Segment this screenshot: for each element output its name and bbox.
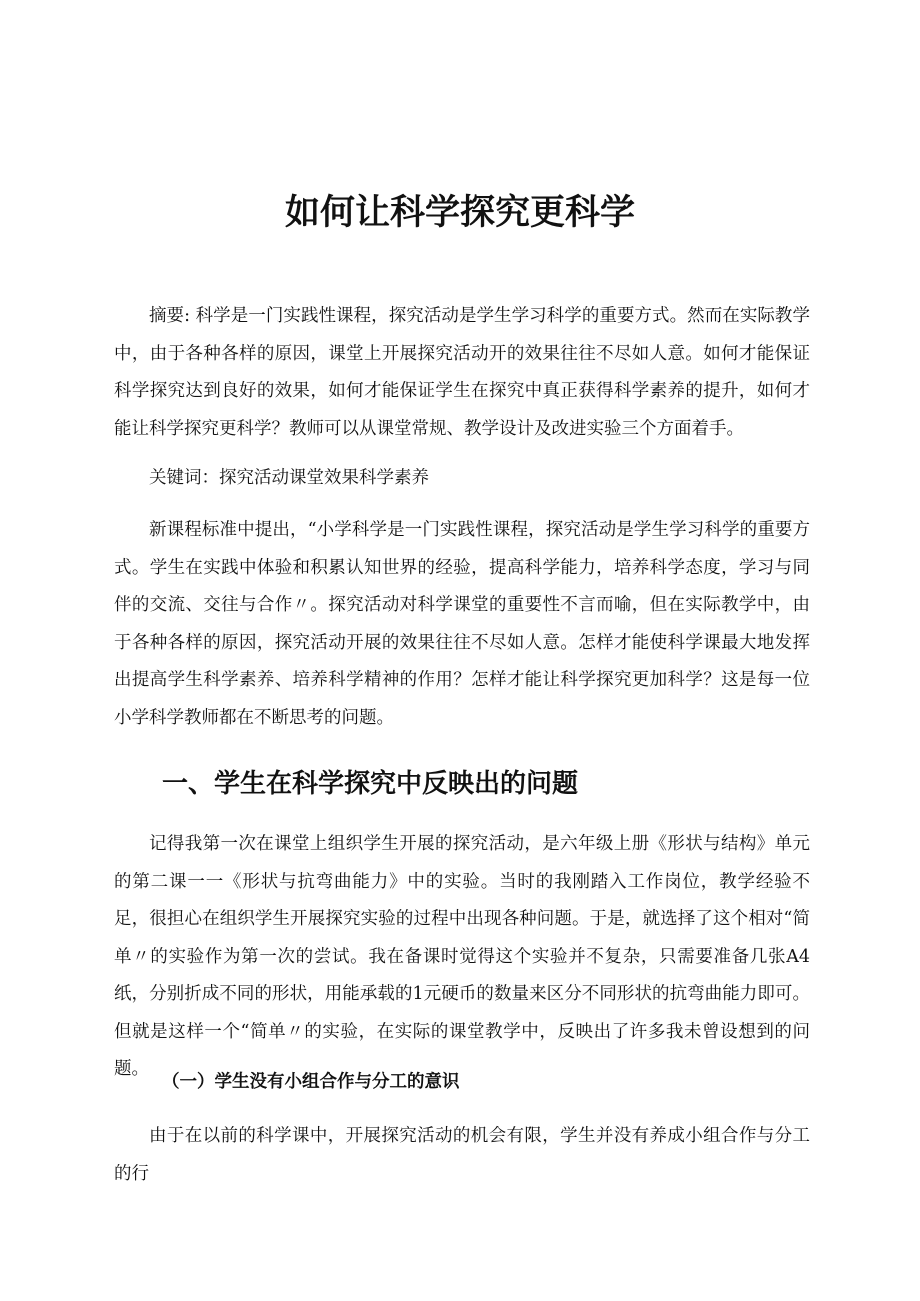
- abstract-paragraph: 摘要: 科学是一门实践性课程，探究活动是学生学习科学的重要方式。然而在实际教学中，由于各种各样的原因，课堂上开展探究活动开的效果往往不尽如人意。如何才能保证科学探究达到良好的效果，如何才能保证学生在探究中真正获得科学素养的提升，如何才能让科学探究更科学？教师可以从课堂常规、教学设计及改进实验三个方面着手。: [114, 306, 810, 439]
- section-body-paragraph: 记得我第一次在课堂上组织学生开展的探究活动，是六年级上册《形状与结构》单元的第二课一一《形状与抗弯曲能力》中的实验。当时的我刚踏入工作岗位，教学经验不足，很担心在组织学生开展探究实验的过程中出现各种问题。于是，就选择了这个相对“简单〃的实验作为第一次的尝试。我在备课时觉得这个实验并不复杂，只需要准备几张A4纸，分别折成不同的形状，用能承载的1元硬币的数量来区分不同形状的抗弯曲能力即可。但就是这样一个“简单〃的实验，在实际的课堂教学中，反映出了许多我未曾设想到的问题。: [114, 834, 810, 1079]
- intro-paragraph: 新课程标准中提出，“小学科学是一门实践性课程，探究活动是学生学习科学的重要方式。学生在实践中体验和积累认知世界的经验，提高科学能力，培养科学态度，学习与同伴的交流、交往与合作〃。探究活动对科学课堂的重要性不言而喻，但在实际教学中，由于各种各样的原因，探究活动开展的效果往往不尽如人意。怎样才能使科学课最大地发挥出提高学生科学素养、培养科学精神的作用？怎样才能让科学探究更加科学？这是每一位小学科学教师都在不断思考的问题。: [114, 520, 810, 728]
- document-title: 如何让科学探究更科学: [284, 192, 635, 234]
- subsection-heading: （一）学生没有小组合作与分工的意识: [162, 1072, 460, 1092]
- subsection-body-paragraph: 由于在以前的科学课中，开展探究活动的机会有限，学生并没有养成小组合作与分工的行: [114, 1126, 810, 1184]
- section-heading: 一、学生在科学探究中反映出的问题: [162, 769, 579, 799]
- keywords-paragraph: 关键词：探究活动课堂效果科学素养: [149, 468, 429, 488]
